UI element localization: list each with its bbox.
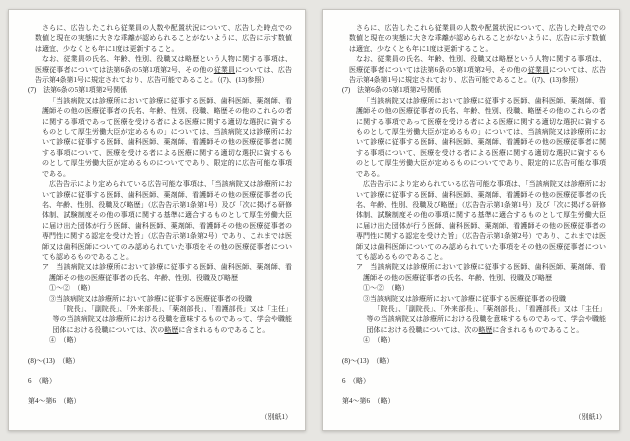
text-segment: (8)〜(13) （略） xyxy=(342,356,394,365)
text-segment: に含まれるものであること。 xyxy=(492,325,584,334)
items-8-13-omitted xyxy=(28,356,292,366)
para-employee-items xyxy=(35,54,292,85)
text-segment: ④ （略） xyxy=(49,336,81,345)
text-segment: 広告告示により定められている広告可能な事項は、「当該病院又は診療所において診療に従事する医師、歯科医師、薬剤師、看護師その他の医療従事者の氏名、年齢、性別、役職及び略歴」（広告告示第1条第1号）及び「次に掲げる研修体制、試験制度その他の事項に関する基準に適合するものとして厚生労働大臣に届け出た団体が行う医師、歯科医師、薬剤師、看護師その他の医療従事者の専門性に関する認定を受けた旨」（広告告示第1条第2号）であり、これまでは医師又は歯科医師についてのみ認められていた事項をその他の医療従事者についても認めるものであること。 xyxy=(42,180,292,261)
para-update-note xyxy=(35,23,292,54)
item-4-omitted xyxy=(49,335,292,345)
text-segment: ③当該病院又は診療所において診療に従事する医療従事者の役職 xyxy=(363,294,566,303)
item-4-omitted xyxy=(363,335,606,345)
item-1-2-omitted xyxy=(49,283,292,293)
text-segment: ①〜② （略） xyxy=(49,284,95,293)
text-segment: 広告告示により定められている広告可能な事項は、「当該病院又は診療所において診療に従事する医師、歯科医師、薬剤師、看護師その他の医療従事者の氏名、年齢、性別、役職及び略歴」（広告告示第1条第1号）及び「次に掲げる研修体制、試験制度その他の事項に関する基準に適合するものとして厚生労働大臣に届け出た団体が行う医師、歯科医師、薬剤師、看護師その他の医療従事者の専門性に関する認定を受けた旨」（広告告示第1条第2号）であり、これまでは医師又は歯科医師についてのみ認められていた事項をその他の医療従事者についても認めるものであること。 xyxy=(356,180,606,261)
page-footer xyxy=(342,410,606,422)
section-6-omitted xyxy=(28,376,292,386)
text-segment: 第4〜第6 （略） xyxy=(28,397,81,406)
para-employee-items xyxy=(349,54,606,85)
text-segment: 6 （略） xyxy=(28,377,56,385)
page-body xyxy=(342,23,606,407)
underlined-text: 従業員 xyxy=(213,65,236,74)
para-advertisable-items xyxy=(356,179,606,262)
text-segment: については、広告告示第4条第1号に規定されており、広告可能であること。（(7)、(13)参照） xyxy=(349,65,606,85)
underlined-text: 略歴 xyxy=(478,325,493,334)
item-a-heading xyxy=(42,262,292,283)
text-segment: 「当該病院又は診療所において診療に従事する医師、歯科医師、薬剤師、看護師その他の医療従事者の氏名、年齢、性別、役職、略歴その他のこれらの者に関する事項であって医療を受ける者による医療に関する適切な選択に資するものとして厚生労働大臣が定めるもの」については、当該病院又は診療所において診療に従事する医師、歯科医師、薬剤師、看護師その他の医療従事者に関する事項について、医療を受ける者による医療に関する適切な選択に資するものとして厚生労働大臣が定めるものについてであり、限定的に広告可能な事項である。 xyxy=(42,96,292,178)
para-advertisable-items xyxy=(42,179,292,262)
text-segment: さらに、広告したこれら従業員の人数や配置状況について、広告した時点での数値と現在の実態に大きな乖離が認められることがないように、広告に示す数値は適宜、少なくとも年に1度は更新すること。 xyxy=(349,24,606,53)
sections-4-6-omitted xyxy=(28,396,292,406)
text-segment: に含まれるものであること。 xyxy=(178,325,270,334)
document-page-left xyxy=(8,9,306,431)
underlined-text: 略歴 xyxy=(164,325,179,334)
items-8-13-omitted xyxy=(342,356,606,366)
text-segment: 6 （略） xyxy=(342,377,370,385)
text-segment: (8)〜(13) （略） xyxy=(28,356,80,365)
item-a-heading xyxy=(356,262,606,283)
document-page-right xyxy=(322,9,620,431)
text-segment: ①〜② （略） xyxy=(363,284,409,293)
section-6-omitted xyxy=(342,376,606,386)
sections-4-6-omitted xyxy=(342,396,606,406)
text-segment: 「当該病院又は診療所において診療に従事する医師、歯科医師、薬剤師、看護師その他の医療従事者の氏名、年齢、性別、役職、略歴その他のこれらの者に関する事項であって医療を受ける者による医療に関する適切な選択に資するものとして厚生労働大臣が定めるもの」については、当該病院又は診療所において診療に従事する医師、歯科医師、薬剤師、看護師その他の医療従事者に関する事項について、医療を受ける者による医療に関する適切な選択に資するものとして厚生労働大臣が定めるものについてであり、限定的に広告可能な事項である。 xyxy=(356,96,606,178)
item-3-heading xyxy=(49,294,292,304)
text-segment: 「院長」、「副院長」、「外来部長」、「薬剤部長」、「看護部長」又は「主任」等の当該病院又は診療所における役職を意味するものであって、学会や職能団体における役職については、次の xyxy=(52,304,292,334)
text-segment: については、広告告示第4条第1号に規定されており、広告可能であること。（(7)、(13)参照） xyxy=(35,65,292,85)
page-footer xyxy=(28,410,292,422)
text-segment: (7) 法第6条の5第1項第2号関係 xyxy=(28,86,128,95)
para-quoted-provision xyxy=(42,96,292,179)
page-content-right xyxy=(323,10,619,430)
para-quoted-provision xyxy=(356,96,606,179)
page-body xyxy=(28,23,292,407)
underlined-text: 従業員 xyxy=(527,65,550,74)
attachment-label: （別紙1） xyxy=(574,412,606,421)
text-segment: 「院長」、「副院長」、「外来部長」、「薬剤部長」、「看護部長」又は「主任」等の当該病院又は診療所における役職を意味するものであって、学会や職能団体における役職については、次の xyxy=(366,304,606,334)
para-update-note xyxy=(349,23,606,54)
text-segment: ④ （略） xyxy=(363,336,395,345)
text-segment: ア 当該病院又は診療所において診療に従事する医師、歯科医師、薬剤師、看護師その他の医療従事者の氏名、年齢、性別、役職及び略歴 xyxy=(356,263,606,282)
text-segment: ア 当該病院又は診療所において診療に従事する医師、歯科医師、薬剤師、看護師その他の医療従事者の氏名、年齢、性別、役職及び略歴 xyxy=(42,263,292,282)
para-role-explanation xyxy=(53,304,293,335)
attachment-label: （別紙1） xyxy=(260,412,292,421)
heading-article-6-5-1-2 xyxy=(342,85,606,95)
text-segment: さらに、広告したこれら従業員の人数や配置状況について、広告した時点での数値と現在の実態に大きな乖離が認められることがないように、広告に示す数値は適宜、少なくとも年に1度は更新すること。 xyxy=(35,24,292,53)
para-role-explanation xyxy=(367,304,607,335)
item-1-2-omitted xyxy=(363,283,606,293)
item-3-heading xyxy=(363,294,606,304)
heading-article-6-5-1-2 xyxy=(28,85,292,95)
page-content-left xyxy=(9,10,305,430)
text-segment: ③当該病院又は診療所において診療に従事する医療従事者の役職 xyxy=(49,294,252,303)
text-segment: なお、従業員の氏名、年齢、性別、役職又は略歴という人物に関する事項は、医療従事者については法第6条の5第1項第2号、その他の xyxy=(349,55,606,74)
text-segment: なお、従業員の氏名、年齢、性別、役職又は略歴という人物に関する事項は、医療従事者については法第6条の5第1項第2号、その他の xyxy=(35,55,292,74)
text-segment: (7) 法第6条の5第1項第2号関係 xyxy=(342,86,442,95)
text-segment: 第4〜第6 （略） xyxy=(342,397,395,406)
